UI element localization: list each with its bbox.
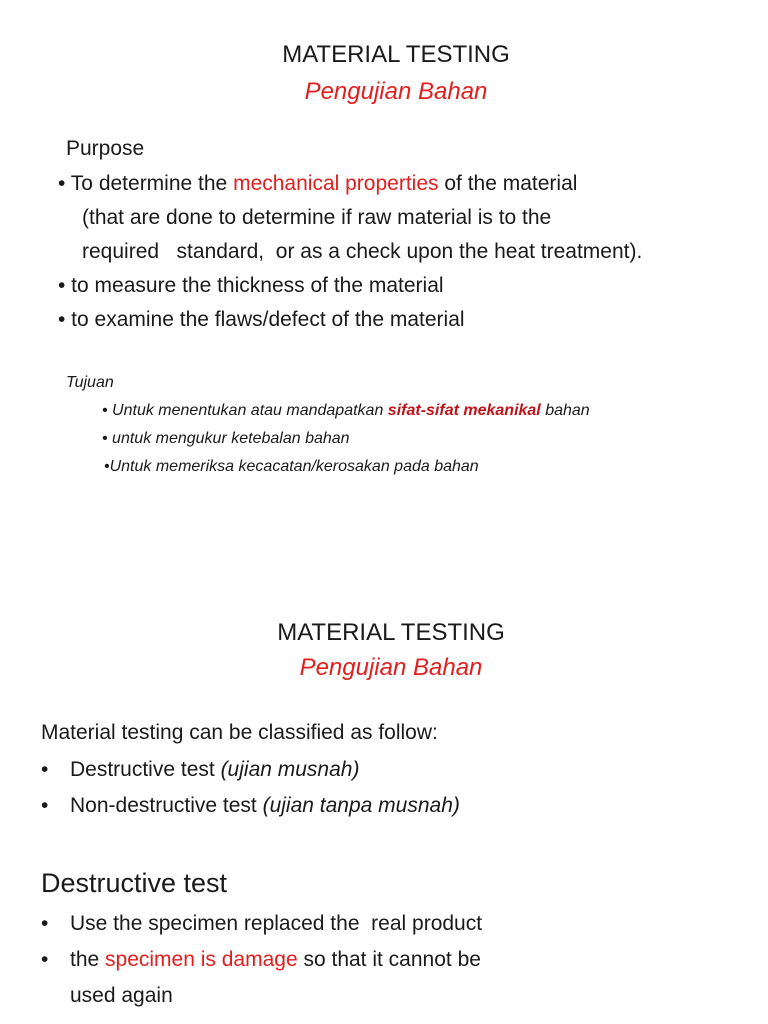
bullet-icon: • [41,948,49,971]
purpose-label: Purpose [66,137,145,160]
destructive-test-item-2-continuation: used again [70,984,173,1007]
slide-1-subtitle: Pengujian Bahan [304,78,488,105]
classification-item-non-destructive [41,788,460,824]
tujuan-bullet-1-text: • Untuk menentukan atau mandapatkan [102,402,388,419]
tujuan-bullet-2: • untuk mengukur ketebalan bahan [102,430,350,447]
classification-item-destructive [41,752,460,788]
purpose-bullet-1-text: • To determine the [58,172,234,195]
slide-2-subtitle: Pengujian Bahan [299,654,483,681]
bullet-icon: • [41,912,49,935]
bullet-icon: • [41,758,49,781]
tujuan-bullet-3: •Untuk memeriksa kecacatan/kerosakan pada bahan [104,458,479,475]
destructive-test-heading: Destructive test [41,868,228,898]
tujuan-bullet-1-highlight: sifat-sifat mekanikal [387,402,541,419]
purpose-bullet-1 [58,167,756,201]
purpose-bullet-1-continuation-1: (that are done to determine if raw material is to the [82,206,552,229]
tujuan-label: Tujuan [66,374,114,391]
classification-item-translation: (ujian tanpa musnah) [262,794,460,817]
classification-item-text: Destructive test [70,758,221,781]
slide-1-title: MATERIAL TESTING [282,41,510,68]
classification-list [41,752,460,824]
destructive-test-item-highlight: specimen is damage [105,948,298,971]
destructive-test-item-text: the [70,948,106,971]
tujuan-section [66,369,756,481]
destructive-test-list [41,906,482,1014]
classification-item-translation: (ujian musnah) [220,758,360,781]
destructive-test-item-1 [41,906,482,942]
purpose-section [58,132,756,337]
destructive-test-item-2 [41,942,482,978]
classification-item-text: Non-destructive test [70,794,263,817]
purpose-bullet-1-highlight: mechanical properties [233,172,439,195]
tujuan-bullet-1 [102,397,756,425]
destructive-test-item-text: Use the specimen replaced the real product [70,912,483,935]
classification-intro: Material testing can be classified as follow: [41,721,438,744]
purpose-bullet-2: • to measure the thickness of the material [58,274,444,297]
tujuan-bullet-1-text-end: bahan [540,402,590,419]
destructive-test-item-text-end: so that it cannot be [297,948,481,971]
slide-2-title: MATERIAL TESTING [277,619,505,646]
bullet-icon: • [41,794,49,817]
purpose-bullet-1-continuation-2: required standard, or as a check upon the heat treatment). [82,240,643,263]
purpose-bullet-1-text-end: of the material [438,172,578,195]
purpose-bullet-3: • to examine the flaws/defect of the material [58,308,465,331]
